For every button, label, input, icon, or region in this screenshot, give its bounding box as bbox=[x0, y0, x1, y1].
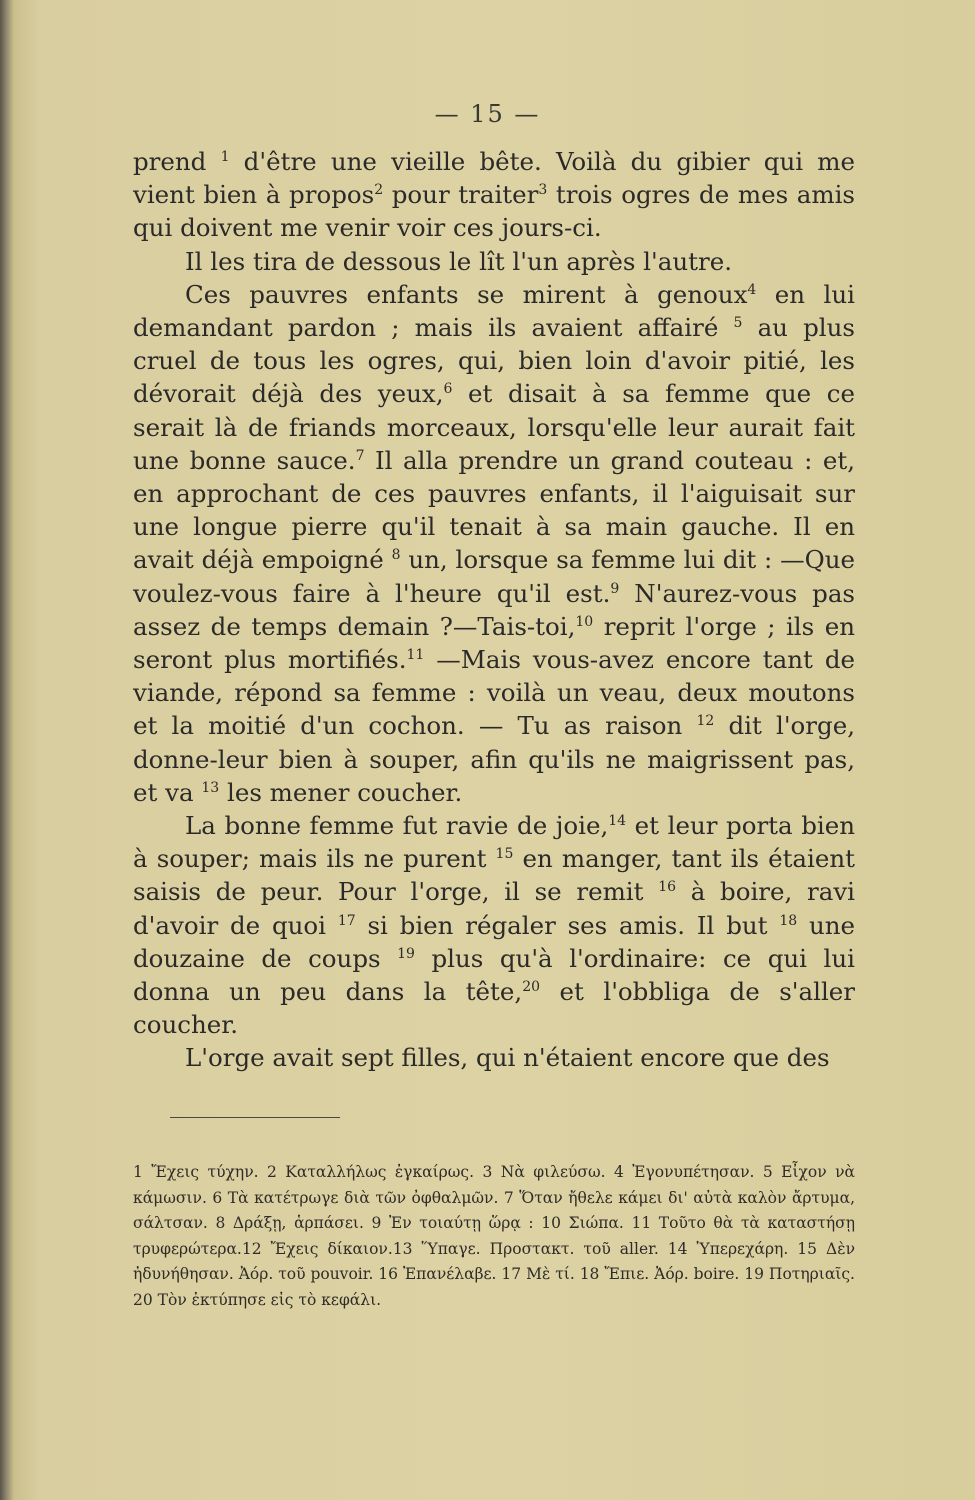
footnote-marker: 6 bbox=[443, 381, 453, 398]
paragraph-text: si bien régaler ses amis. Il but bbox=[355, 910, 780, 940]
footnote-marker: 5 bbox=[733, 315, 743, 332]
paragraph bbox=[133, 809, 855, 1041]
footnote-marker: 1 bbox=[220, 149, 230, 165]
footnote-marker: 4 bbox=[747, 281, 757, 298]
paragraph-text: en lui demandant pardon ; mais ils avaient affairé bbox=[133, 279, 856, 343]
paragraph bbox=[133, 1041, 855, 1074]
paragraph-text: dit l'orge, donne-leur bien à souper, afin qu'ils ne maigrissent pas, et va bbox=[133, 711, 855, 807]
footnote-marker: 19 bbox=[397, 945, 415, 962]
footnote-marker: 17 bbox=[337, 912, 356, 929]
paragraph-text: et disait à sa femme que ce serait là de friands morceaux, lorsqu'elle leur aurait fait une bonne sauce. bbox=[133, 379, 855, 475]
paragraph-text: L'orge avait sept filles, qui n'étaient encore que des bbox=[185, 1043, 830, 1073]
paragraph-text: trois ogres de mes amis qui doivent me venir voir ces jours-ci. bbox=[133, 180, 855, 243]
paragraph-text: d'être une vieille bête. Voilà du gibier qui me vient bien à propos bbox=[133, 147, 855, 210]
paragraph-text: reprit l'orge ; ils en seront plus mortifiés. bbox=[133, 611, 855, 675]
footnote-marker: 15 bbox=[495, 846, 514, 863]
paragraph-text: une douzaine de coups bbox=[133, 910, 855, 973]
paragraph-text: Ces pauvres enfants se mirent à genoux bbox=[185, 279, 748, 309]
footnote-marker: 8 bbox=[391, 547, 401, 564]
paragraph-text: les mener coucher. bbox=[219, 777, 463, 807]
paragraph-text: en manger, tant ils étaient saisis de peur. Pour l'orge, il se remit bbox=[133, 844, 856, 907]
paragraph-text: et l'obbliga de s'aller coucher. bbox=[133, 977, 855, 1040]
footnote-marker: 12 bbox=[696, 713, 715, 730]
paragraph-text: pour traiter bbox=[383, 180, 539, 210]
paragraph-text: —Mais vous-avez encore tant de viande, répond sa femme : voilà un veau, deux moutons et la moitié d'un cochon. — Tu as raison bbox=[133, 645, 855, 741]
paragraph-text: un, lorsque sa femme lui dit : —Que voulez-vous faire à l'heure qu'il est. bbox=[133, 545, 856, 608]
footnote-marker: 14 bbox=[608, 813, 627, 830]
footnote-marker: 11 bbox=[406, 647, 425, 664]
paragraph bbox=[133, 145, 855, 245]
body-text bbox=[133, 145, 855, 1075]
paragraph-text: à boire, ravi d'avoir de quoi bbox=[133, 877, 855, 940]
footnotes: 1 Ἔχεις τύχην. 2 Καταλλήλως ἐγκαίρως. 3 Νὰ φιλεύσω. 4 Ἐγονυπέτησαν. 5 Εἶχον νὰ κάμωσιν. 6 Τὰ κατέτρωγε διὰ τῶν ὀφθαλμῶν. 7 Ὅταν ἤθελε κάμει δι' αὐτὰ καλὸν ἄρτυμα, σάλτσαν. 8 Δράξῃ, ἁρπάσει. 9 Ἐν τοιαύτῃ ὥρᾳ : 10 Σιώπα. 11 Τοῦτο θὰ τὰ καταστήσῃ τρυφερώτερα.12 Ἔχεις δίκαιον.13 Ὕπαγε. Προστακτ. τοῦ aller. 14 Ὑπερεχάρη. 15 Δὲν ἠδυνήθησαν. Ἀόρ. τοῦ pouvoir. 16 Ἐπανέλαβε. 17 Μὲ τί. 18 Ἔπιε. Ἀόρ. boire. 19 Ποτηριαῖς. 20 Τὸν ἐκτύπησε εἰς τὸ κεφάλι. bbox=[133, 1163, 855, 1309]
page-number: — 15 — bbox=[434, 100, 541, 128]
paragraph-text: et leur porta bien à souper; mais ils ne purent bbox=[133, 811, 856, 874]
footnote-marker: 2 bbox=[374, 182, 384, 199]
footnote-marker: 13 bbox=[201, 779, 220, 796]
footnote-marker: 3 bbox=[538, 182, 548, 199]
paragraph bbox=[133, 245, 855, 278]
paragraph-text: prend bbox=[133, 147, 221, 176]
paragraph-text: plus qu'à l'ordinaire: ce qui lui donna un peu dans la tête, bbox=[133, 943, 855, 1007]
paragraph-text: La bonne femme fut ravie de joie, bbox=[185, 811, 609, 841]
footnote-marker: 10 bbox=[575, 613, 594, 630]
footnote-marker: 16 bbox=[658, 879, 677, 896]
paragraph-text: Il les tira de dessous le lît l'un après l'autre. bbox=[185, 246, 732, 276]
footnote-marker: 7 bbox=[355, 447, 365, 464]
footnote-separator bbox=[170, 1117, 340, 1118]
paragraph-text: au plus cruel de tous les ogres, qui, bien loin d'avoir pitié, les dévorait déjà des yeux, bbox=[133, 313, 855, 409]
paragraph-text: Il alla prendre un grand couteau : et, en approchant de ces pauvres enfants, il l'aiguisait sur une longue pierre qu'il tenait à sa main gauche. Il en avait déjà empoigné bbox=[133, 445, 855, 575]
paragraph bbox=[133, 278, 855, 809]
paragraph-text: N'aurez-vous pas assez de temps demain ?—Tais-toi, bbox=[133, 578, 855, 641]
footnote-marker: 20 bbox=[522, 979, 541, 996]
footnote-marker: 9 bbox=[610, 580, 620, 597]
footnote-marker: 18 bbox=[779, 912, 798, 929]
